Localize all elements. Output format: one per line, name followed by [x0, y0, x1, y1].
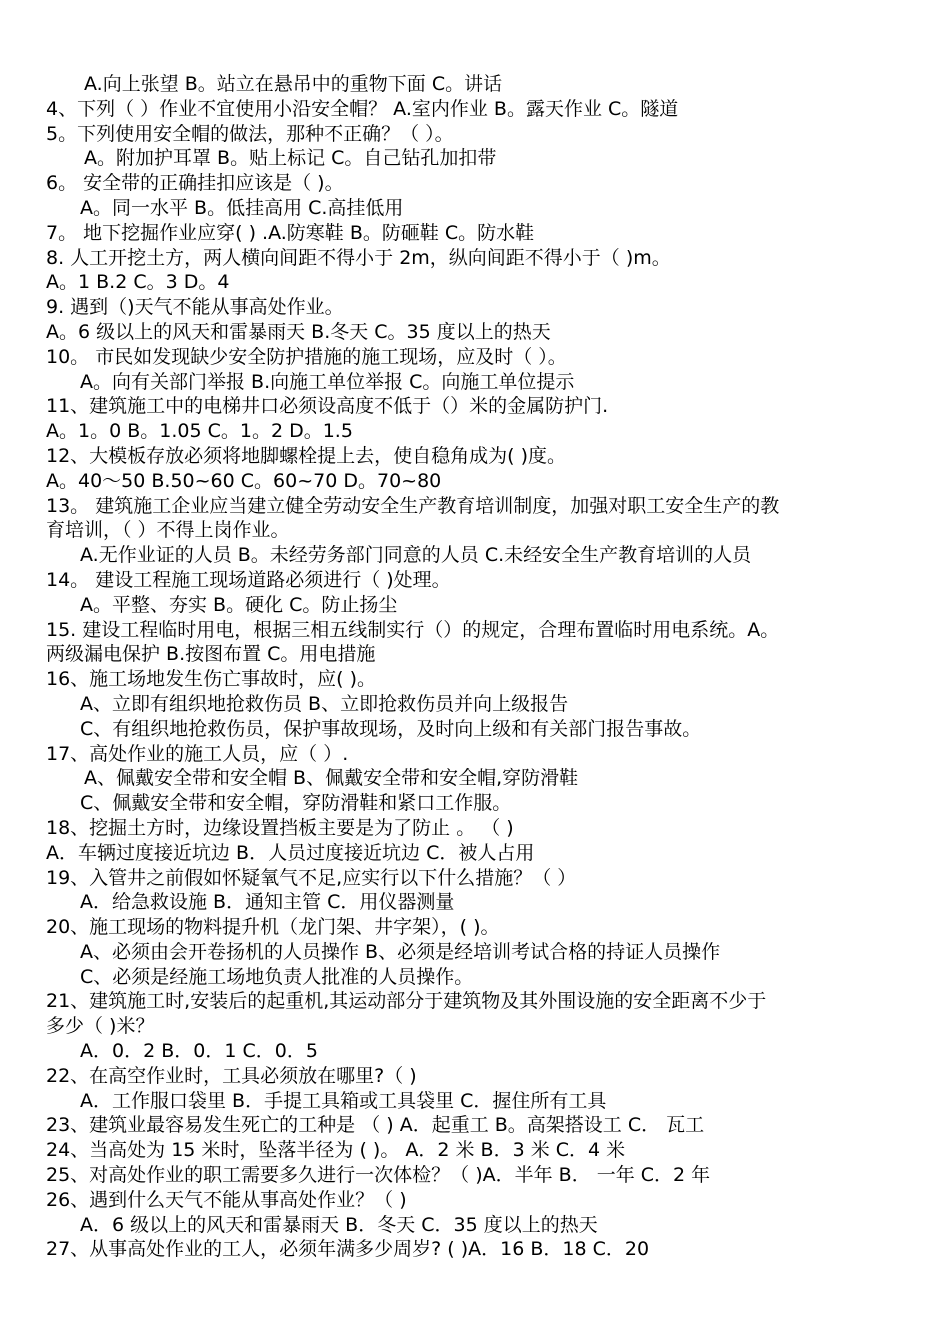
text-line: 17、高处作业的施工人员，应（ ）.: [46, 742, 349, 765]
text-line: 15. 建设工程临时用电，根据三相五线制实行（）的规定，合理布置临时用电系统。A。: [46, 618, 780, 641]
text-line: A．给急救设施 B．通知主管 C．用仪器测量: [80, 891, 455, 914]
text-line: A。40～50 B.50~60 C。60~70 D。70~80: [46, 469, 442, 492]
text-line: A．工作服口袋里 B．手提工具箱或工具袋里 C．握住所有工具: [80, 1089, 607, 1112]
text-line: 18、挖掘土方时，边缘设置挡板主要是为了防止 。 （ ): [46, 816, 514, 839]
text-line: C、必须是经施工场地负责人批准的人员操作。: [80, 965, 474, 988]
text-line: 7。 地下挖掘作业应穿( ) .A.防寒鞋 B。防砸鞋 C。防水鞋: [46, 221, 535, 244]
text-line: 10。 市民如发现缺少安全防护措施的施工现场，应及时（ ）。: [46, 345, 567, 368]
question-list: [46, 72, 908, 1262]
text-line: 21、建筑施工时,安装后的起重机,其运动部分于建筑物及其外围设施的安全距离不少于: [46, 990, 767, 1013]
text-line: C、佩戴安全带和安全帽，穿防滑鞋和紧口工作服。: [80, 792, 512, 815]
text-line: C、有组织地抢救伤员，保护事故现场，及时向上级和有关部门报告事故。: [80, 717, 702, 740]
text-line: 27、从事高处作业的工人，必须年满多少周岁? ( )A．16 B．18 C．20: [46, 1238, 650, 1261]
text-line: 16、施工场地发生伤亡事故时，应( )。: [46, 668, 377, 691]
text-line: A.向上张望 B。站立在悬吊中的重物下面 C。讲话: [84, 73, 503, 95]
text-line: 多少（ )米？: [46, 1015, 155, 1038]
text-line: A、佩戴安全带和安全帽 B、佩戴安全带和安全帽,穿防滑鞋: [84, 767, 579, 790]
text-line: 24、当高处为 15 米时，坠落半径为 ( )。 A．2 米 B．3 米 C．4 米: [46, 1139, 626, 1162]
text-line: A。1 B.2 C。3 D。4: [46, 271, 230, 294]
text-line: 23、建筑业最容易发生死亡的工种是 （ ) A．起重工 B。高架搭设工 C． 瓦工: [46, 1114, 705, 1137]
text-line: 12、大模板存放必须将地脚螺栓提上去，使自稳角成为( )度。: [46, 444, 567, 467]
text-line: 9. 遇到（)天气不能从事高处作业。: [46, 296, 344, 319]
text-line: 11、建筑施工中的电梯井口必须设高度不低于（）米的金属防护门.: [46, 395, 609, 418]
text-line: A。6 级以上的风天和雷暴雨天 B.冬天 C。35 度以上的热天: [46, 320, 551, 343]
text-line: 26、遇到什么天气不能从事高处作业？（ ): [46, 1188, 407, 1211]
text-line: 8. 人工开挖土方，两人横向间距不得小于 2m，纵向间距不得小于（ )m。: [46, 246, 671, 269]
text-line: 19、入管井之前假如怀疑氧气不足,应实行以下什么措施？（ ）: [46, 866, 577, 889]
text-line: A、立即有组织地抢救伤员 B、立即抢救伤员并向上级报告: [80, 692, 569, 715]
text-line: A.无作业证的人员 B。未经劳务部门同意的人员 C.未经安全生产教育培训的人员: [80, 544, 752, 567]
text-line: A．6 级以上的风天和雷暴雨天 B．冬天 C．35 度以上的热天: [80, 1213, 598, 1236]
text-line: 25、对高处作业的职工需要多久进行一次体检？（ )A．半年 B． 一年 C．2 年: [46, 1164, 711, 1187]
text-line: A。平整、夯实 B。硬化 C。防止扬尘: [80, 593, 398, 616]
text-line: 14。 建设工程施工现场道路必须进行（ )处理。: [46, 568, 451, 591]
text-line: A．0．2 B．0．1 C．0．5: [80, 1040, 318, 1063]
text-line: A、必须由会开卷扬机的人员操作 B、必须是经培训考试合格的持证人员操作: [80, 940, 721, 963]
text-line: A．车辆过度接近坑边 B．人员过度接近坑边 C．被人占用: [46, 841, 535, 864]
text-line: 育培训，（ ）不得上岗作业。: [46, 519, 290, 542]
text-line: 22、在高空作业时，工具必须放在哪里?（ ): [46, 1064, 417, 1087]
text-line: 两级漏电保护 B.按图布置 C。用电措施: [46, 643, 376, 666]
text-line: A。同一水平 B。低挂高用 C.高挂低用: [80, 196, 404, 219]
text-line: 4、下列（ ）作业不宜使用小沿安全帽？ A.室内作业 B。露天作业 C。隧道: [46, 97, 679, 120]
text-line: 20、施工现场的物料提升机（龙门架、井字架），( )。: [46, 916, 500, 939]
text-line: A。1。0 B。1.05 C。1。2 D。1.5: [46, 420, 353, 443]
text-line: A。向有关部门举报 B.向施工单位举报 C。向施工单位提示: [80, 370, 575, 393]
text-line: 5。下列使用安全帽的做法，那种不正确？（ ）。: [46, 122, 454, 145]
text-line: 6。 安全带的正确挂扣应该是（ )。: [46, 172, 344, 195]
text-line: A。附加护耳罩 B。贴上标记 C。自己钻孔加扣带: [84, 147, 497, 170]
text-line: 13。 建筑施工企业应当建立健全劳动安全生产教育培训制度，加强对职工安全生产的教: [46, 494, 780, 517]
